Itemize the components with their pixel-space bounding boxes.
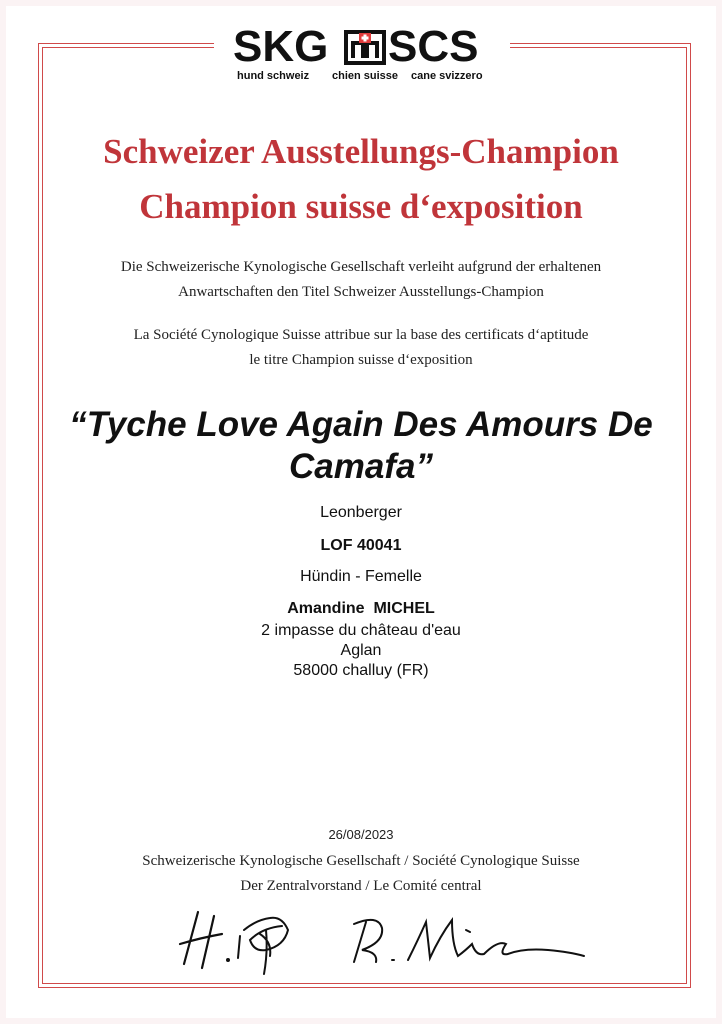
signature-left (170, 900, 310, 980)
swiss-dog-emblem-icon (343, 27, 387, 67)
logo-skg-text: SKG (233, 22, 329, 71)
logo-subtitle-de: hund schweiz (237, 70, 310, 82)
owner-address-locality: Aglan (340, 642, 382, 659)
dog-name: “Tyche Love Again Des Amours De Camafa” (69, 405, 653, 486)
dog-breed: Leonberger (320, 504, 402, 521)
owner-address-street: 2 impasse du château d'eau (261, 622, 461, 639)
award-text-german (0, 255, 722, 305)
award-text-french-line1: La Société Cynologique Suisse attribue sur la base des certificats d‘aptitude (133, 327, 589, 343)
award-text-german-line1: Die Schweizerische Kynologische Gesellschaft verleiht aufgrund der erhaltenen (120, 259, 602, 275)
issue-date: 26/08/2023 (328, 827, 394, 842)
owner-address-city: 58000 challuy (FR) (293, 662, 429, 679)
owner-name: Amandine MICHEL (287, 600, 435, 617)
logo-subtitle-fr: chien suisse (332, 70, 399, 82)
title-german: Schweizer Ausstellungs-Champion (103, 132, 619, 171)
logo-subtitle-it: cane svizzero (411, 70, 483, 82)
dog-sex: Hündin - Femelle (300, 568, 422, 585)
dog-registration-number: LOF 40041 (320, 537, 402, 554)
signature-right (348, 910, 588, 970)
award-text-french (0, 323, 722, 373)
title-french: Champion suisse d‘exposition (139, 187, 583, 226)
award-text-french-line2: le titre Champion suisse d‘exposition (249, 352, 473, 368)
issuer-committee: Der Zentralvorstand / Le Comité central (240, 878, 482, 894)
issuer-organization: Schweizerische Kynologische Gesellschaft / Société Cynologique Suisse (142, 853, 580, 869)
award-text-german-line2: Anwartschaften den Titel Schweizer Ausstellungs-Champion (178, 284, 544, 300)
logo-scs-text: SCS (388, 22, 479, 71)
